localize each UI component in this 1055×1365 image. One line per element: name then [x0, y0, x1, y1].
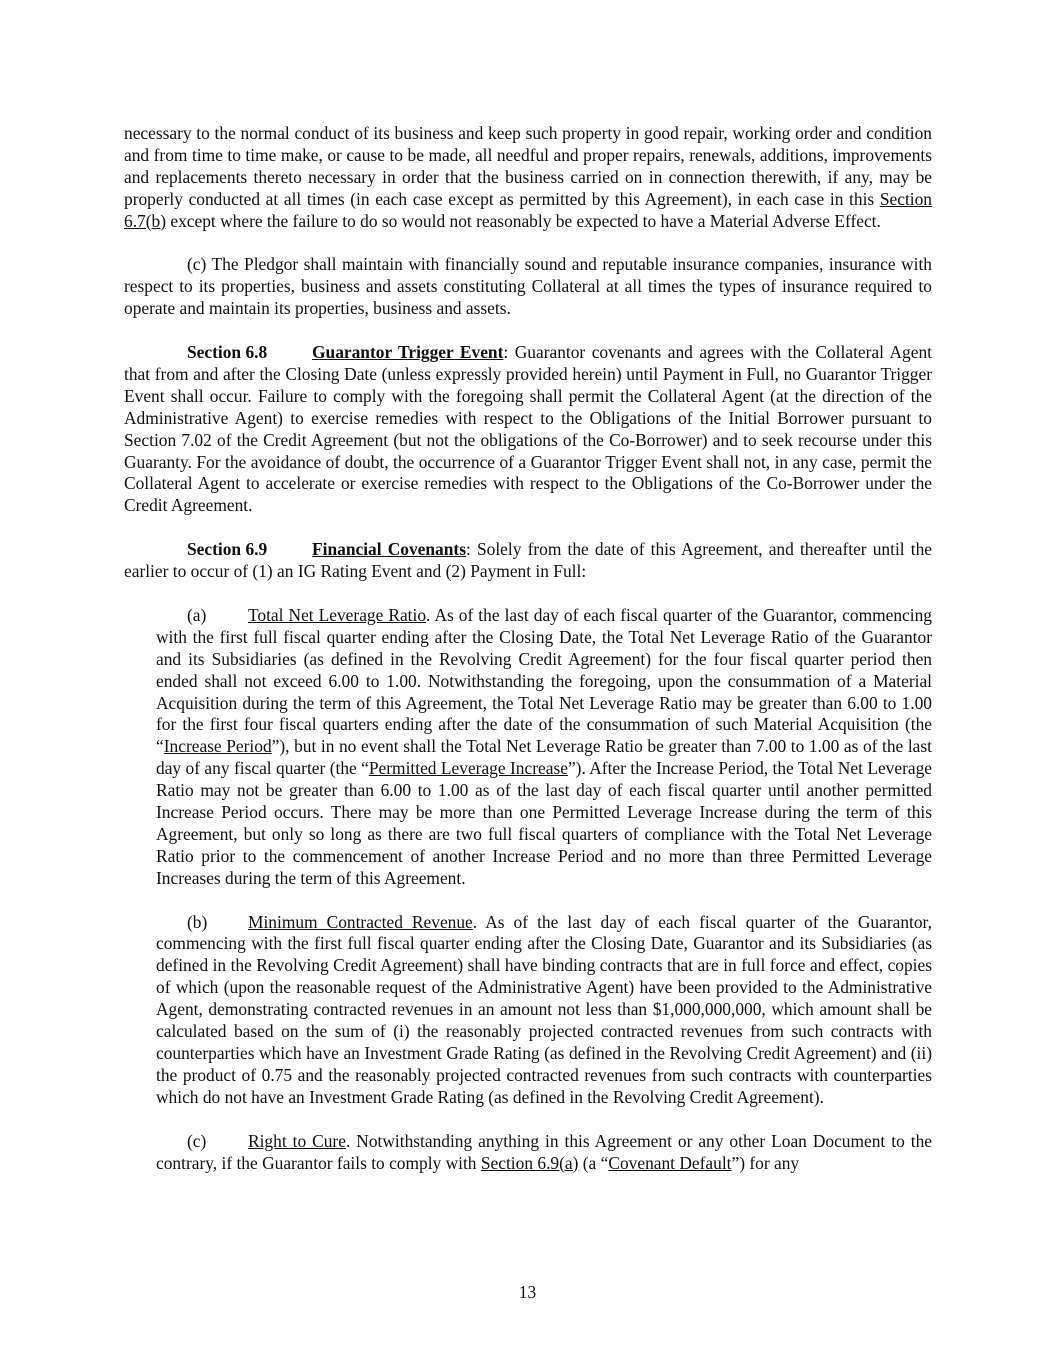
paragraph-insurance: (c) The Pledgor shall maintain with financially sound and reputable insurance companies, insurance with respect to its properties, business and assets constituting Collateral at all times the types of insurance required to operate and maintain its properties, business and assets. — [124, 254, 932, 319]
defined-term: Permitted Leverage Increase — [368, 758, 568, 779]
document-body — [124, 123, 932, 1174]
section-number: Section 6.8 — [187, 342, 268, 363]
item-title: Right to Cure — [248, 1130, 346, 1151]
item-title: Total Net Leverage Ratio — [248, 604, 427, 625]
item-label: (b) — [187, 911, 208, 932]
paragraph-continuation: necessary to the normal conduct of its business and keep such property in good repair, working order and condition and from time to time make, or cause to be made, all needful and proper repairs, renewals, additions, improvements and replacements thereto necessary in order that the business carried on in connection therewith, if any, may be properly conducted at all times (in each case except as permitted by this Agreement), in each case in this Section 6.7(b) except where the failure to do so would not reasonably be expected to have a Material Adverse Effect. — [124, 123, 932, 231]
item-label: (c) — [187, 1130, 207, 1151]
section-reference: Section 6.9(a) — [480, 1152, 579, 1173]
defined-term: Covenant Default — [608, 1152, 732, 1173]
item-title: Minimum Contracted Revenue — [248, 911, 473, 932]
section-6-9: Section 6.9 Financial Covenants: Solely from the date of this Agreement, and thereafter until the earlier to occur of (1) an IG Rating Event and (2) Payment in Full: — [124, 539, 932, 582]
section-6-8: Section 6.8 Guarantor Trigger Event: Guarantor covenants and agrees with the Collateral Agent that from and after the Closing Date (unless expressly provided herein) until Payment in Full, no Guarantor Trigger Event shall occur. Failure to comply with the foregoing shall permit the Collateral Agent (at the direction of the Administrative Agent) to exercise remedies with respect to the Obligations of the Initial Borrower pursuant to Section 7.02 of the Credit Agreement (but not the obligations of the Co-Borrower) and to seek recourse under this Guaranty. For the avoidance of doubt, the occurrence of a Guarantor Trigger Event shall not, in any case, permit the Collateral Agent to accelerate or exercise remedies with respect to the Obligations of the Co-Borrower under the Credit Agreement. — [124, 342, 932, 516]
page-number: 13 — [518, 1282, 537, 1302]
section-number: Section 6.9 — [187, 539, 268, 560]
covenant-item-a: (a) Total Net Leverage Ratio. As of the last day of each fiscal quarter of the Guarantor, commencing with the first full fiscal quarter ending after the Closing Date, the Total Net Leverage Ratio of the Guarantor and its Subsidiaries (as defined in the Revolving Credit Agreement) for the four fiscal quarter period then ended shall not exceed 6.00 to 1.00. Notwithstanding the foregoing, upon the consummation of a Material Acquisition during the term of this Agreement, the Total Net Leverage Ratio may be greater than 6.00 to 1.00 for the first four fiscal quarters ending after the date of the consummation of such Material Acquisition (the “Increase Period”), but in no event shall the Total Net Leverage Ratio be greater than 7.00 to 1.00 as of the last day of any fiscal quarter (the “Permitted Leverage Increase”). After the Increase Period, the Total Net Leverage Ratio may not be greater than 6.00 to 1.00 as of the last day of each fiscal quarter until another permitted Increase Period occurs. There may be more than one Permitted Leverage Increase during the term of this Agreement, but only so long as there are two full fiscal quarters of compliance with the Total Net Leverage Ratio prior to the commencement of another Increase Period and no more than three Permitted Leverage Increases during the term of this Agreement. — [156, 604, 932, 888]
section-reference: Section 6.7(b) — [124, 188, 932, 231]
defined-term: Increase Period — [163, 736, 272, 757]
item-label: (a) — [187, 604, 207, 625]
section-heading: Guarantor Trigger Event — [312, 342, 504, 363]
section-heading: Financial Covenants — [312, 539, 466, 560]
covenant-item-c: (c) Right to Cure. Notwithstanding anything in this Agreement or any other Loan Document to the contrary, if the Guarantor fails to comply with Section 6.9(a) (a “Covenant Default”) for any — [156, 1130, 932, 1173]
covenant-item-b: (b) Minimum Contracted Revenue. As of the last day of each fiscal quarter of the Guarantor, commencing with the first full fiscal quarter ending after the Closing Date, Guarantor and its Subsidiaries (as defined in the Revolving Credit Agreement) shall have binding contracts that are in full force and effect, copies of which (upon the reasonable request of the Administrative Agent) have been provided to the Administrative Agent, demonstrating contracted revenues in an amount not less than $1,000,000,000, which amount shall be calculated based on the sum of (i) the reasonably projected contracted revenues from such contracts with counterparties which have an Investment Grade Rating (as defined in the Revolving Credit Agreement) and (ii) the product of 0.75 and the reasonably projected contracted revenues from such contracts with counterparties which do not have an Investment Grade Rating (as defined in the Revolving Credit Agreement). — [156, 911, 933, 1107]
